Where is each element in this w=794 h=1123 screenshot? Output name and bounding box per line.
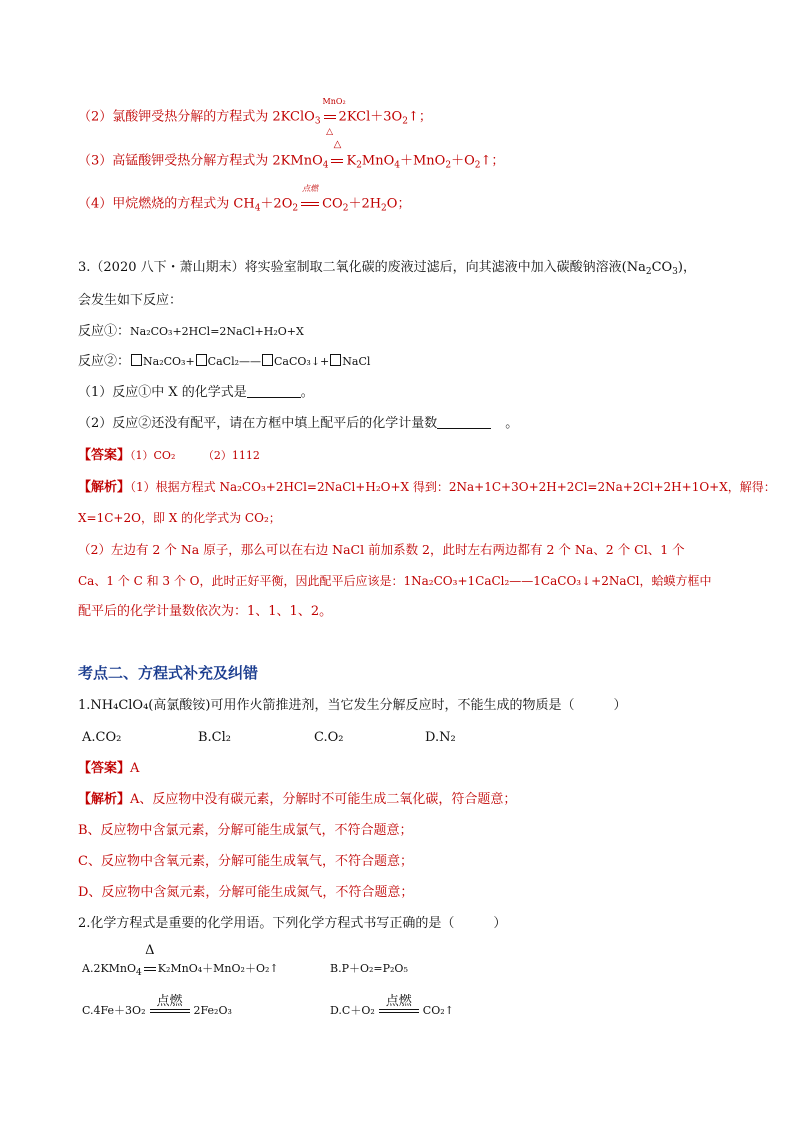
reaction-condition: 点燃: [150, 1009, 190, 1013]
reaction-1: 反应①：Na₂CO₃+2HCl=2NaCl+H₂O+X: [78, 324, 304, 339]
s2-q1-analysis-d: D、反应物中含氮元素，分解可能生成氮气，不符合题意；: [78, 885, 414, 900]
answer-blank[interactable]: [437, 416, 491, 429]
eq-line-kmno4: （3）高锰酸钾受热分解方程式为 2KMnO$_4$ △ $K_2MnO_4+MnO_2+O_2↑$；: [78, 139, 505, 171]
s2-q1-analysis-b: B、反应物中含氯元素，分解可能生成氯气，不符合题意；: [78, 823, 413, 838]
problem-3-analysis-2: X=1C+2O，即 X 的化学式为 CO₂；: [78, 511, 281, 525]
problem-3-analysis-1: 【解析】（1）根据方程式 Na₂CO₃+2HCl=2NaCl+H₂O+X 得到：2Na+1C+3O+2H+2Cl=2Na+2Cl+2H+1O+X，解得：: [78, 480, 776, 495]
blank-box[interactable]: [196, 354, 207, 366]
problem-3-analysis-5: 配平后的化学计量数依次为：1、1、1、2。: [78, 604, 333, 619]
problem-3-analysis-3: （2）左边有 2 个 Na 原子，那么可以在右边 NaCl 前加系数 2，此时左右两边都有 2 个 Na、2 个 Cl、1 个: [78, 542, 685, 557]
blank-box[interactable]: [330, 354, 341, 366]
s2-question-1: 1.NH₄ClO₄(高氯酸铵)可用作火箭推进剂，当它发生分解反应时，不能生成的物质是（ ）: [78, 698, 627, 713]
problem-3-q2: （2）反应②还没有配平，请在方框中填上配平后的化学计量数 。: [78, 416, 519, 431]
problem-3-analysis-4: Ca、1 个 C 和 3 个 O，此时正好平衡，因此配平后应该是：1Na₂CO₃+1CaCl₂——1CaCO₃↓+2NaCl，蛤蟆方框中: [78, 574, 712, 588]
reaction-condition: △: [330, 152, 344, 170]
s2-question-2: 2.化学方程式是重要的化学用语。下列化学方程式书写正确的是（ ）: [78, 916, 507, 931]
answer-blank[interactable]: [247, 385, 301, 398]
eq-text: （2）氯酸钾受热分解的方程式为 2KClO: [78, 109, 315, 125]
reaction-2: 反应②： Na₂CO₃+ CaCl₂—— CaCO₃↓+ NaCl: [78, 354, 371, 369]
s2-q2-option-d[interactable]: D.C＋O₂ 点燃 CO₂↑: [330, 994, 454, 1017]
option-b[interactable]: B.Cl₂: [198, 730, 232, 745]
problem-3-q1: （1）反应①中 X 的化学式是 。: [78, 385, 314, 400]
option-c[interactable]: C.O₂: [314, 730, 344, 745]
s2-q1-answer: 【答案】A: [78, 761, 140, 776]
eq-line-kclo3: （2）氯酸钾受热分解的方程式为 2KClO$_3$ MnO₂ △ $2KCl+3O_2↑$；: [78, 97, 432, 137]
problem-3-stem: 3.（2020 八下・萧山期末）将实验室制取二氧化碳的废液过滤后，向其滤液中加入碳酸钠溶液$(Na_2CO_3)$，: [78, 260, 696, 277]
option-a[interactable]: A.CO₂: [82, 730, 122, 745]
problem-3-stem-2: 会发生如下反应：: [78, 293, 183, 308]
reaction-condition: 点燃: [379, 1009, 419, 1013]
problem-3-answer: 【答案】（1）CO₂ （2）1112: [78, 448, 260, 463]
s2-q2-option-a[interactable]: A.2KMnO$_4$ Δ K₂MnO₄＋MnO₂＋O₂↑: [82, 943, 279, 978]
s2-q1-analysis-a: 【解析】A、反应物中没有碳元素，分解时不可能生成二氧化碳，符合题意；: [78, 792, 517, 807]
blank-box[interactable]: [262, 354, 273, 366]
eq-line-ch4: （4）甲烷燃烧的方程式为 $CH_4+2O_2$ 点燃 $CO_2+2H_2O$；: [78, 184, 411, 214]
s2-q2-option-c[interactable]: C.4Fe＋3O₂ 点燃 2Fe₂O₃: [82, 994, 232, 1017]
reaction-condition: Δ: [143, 960, 157, 978]
reaction-condition: 点燃: [300, 195, 320, 213]
section-heading: 考点二、方程式补充及纠错: [78, 664, 259, 682]
blank-box[interactable]: [131, 354, 142, 366]
s2-q2-option-b[interactable]: B.P＋O₂=P₂O₅: [330, 962, 408, 975]
reaction-condition: MnO₂ △: [322, 97, 346, 137]
option-d[interactable]: D.N₂: [425, 730, 456, 745]
s2-q1-analysis-c: C、反应物中含氧元素，分解可能生成氧气，不符合题意；: [78, 854, 413, 869]
